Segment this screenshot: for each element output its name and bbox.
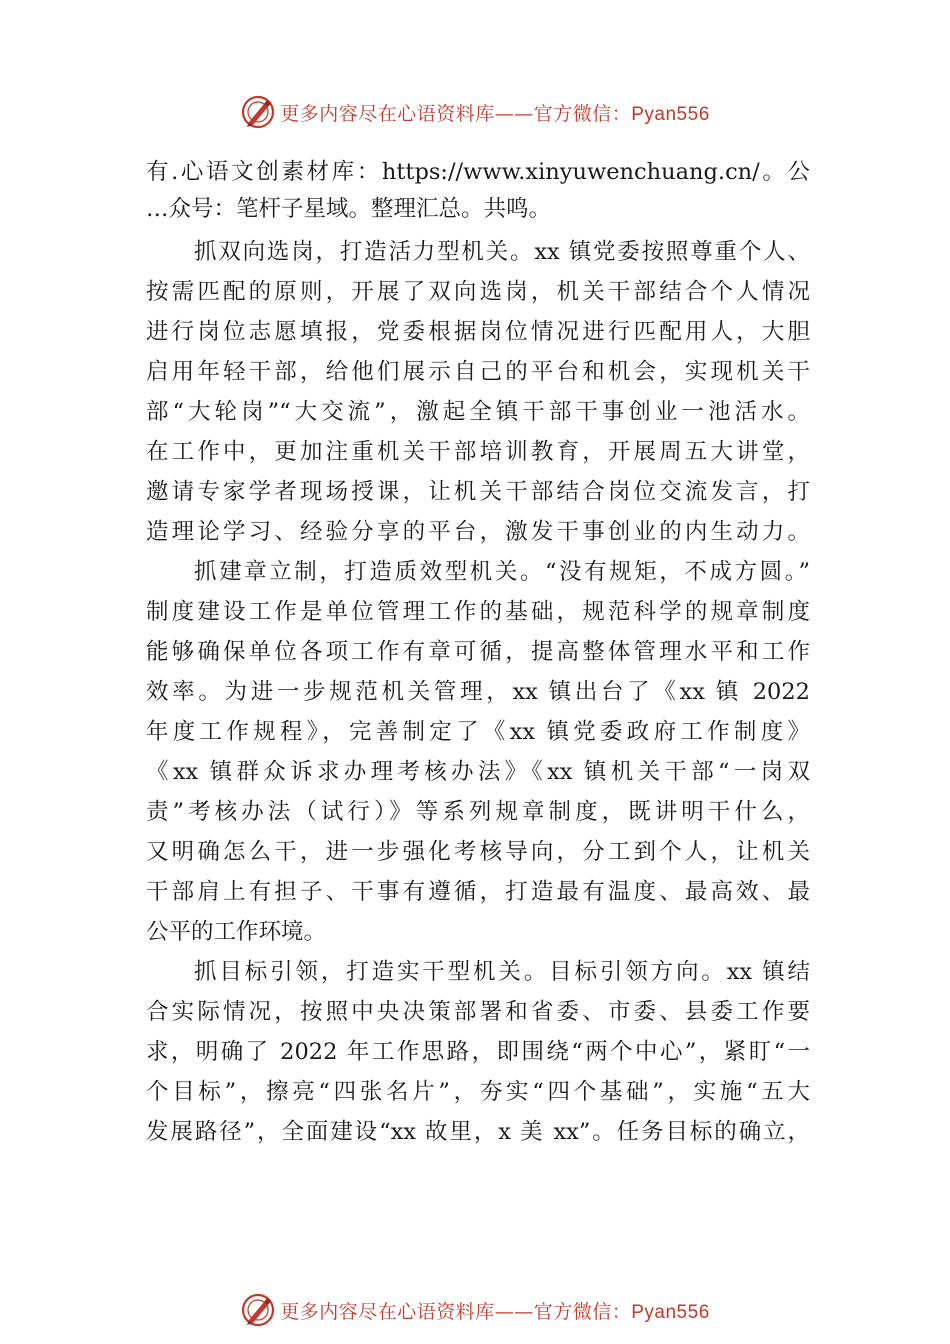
paragraph-start-line: 抓目标引领，打造实干型机关。目标引领方向。xx 镇结: [194, 959, 810, 985]
text-line: 又明确怎么干，进一步强化考核导向，分工到个人，让机关: [146, 839, 810, 865]
text-line: 公平的工作环境。: [146, 919, 327, 945]
text-line: 效率。为进一步规范机关管理，xx 镇出台了《xx 镇 2022: [146, 679, 810, 705]
pen-logo-icon: [240, 1292, 276, 1328]
text-line: 进行岗位志愿填报，党委根据岗位情况进行匹配用人，大胆: [146, 319, 810, 345]
text-line: 个目标”，擦亮“四张名片”，夯实“四个基础”，实施“五大: [146, 1079, 810, 1105]
text-line: 合实际情况，按照中央决策部署和省委、市委、县委工作要: [146, 999, 810, 1025]
text-line: 邀请专家学者现场授课，让机关干部结合岗位交流发言，打: [146, 479, 810, 505]
text-line: 启用年轻干部，给他们展示自己的平台和机会，实现机关干: [146, 359, 810, 385]
paragraph-start-line: 抓双向选岗，打造活力型机关。xx 镇党委按照尊重个人、: [194, 239, 810, 265]
footer-banner-text: 更多内容尽在心语资料库——官方微信：Pyan556: [280, 1300, 710, 1323]
document-body: [146, 152, 810, 1152]
text-line: 发展路径”，全面建设“xx 故里，x 美 xx”。任务目标的确立，: [146, 1119, 810, 1145]
text-line: …众号：笔杆子星域。整理汇总。共鸣。: [146, 196, 552, 222]
text-line: 造理论学习、经验分享的平台，激发干事创业的内生动力。: [146, 519, 810, 545]
header-banner-text: 更多内容尽在心语资料库——官方微信：Pyan556: [280, 102, 710, 125]
text-line: 求，明确了 2022 年工作思路，即围绕“两个中心”，紧盯“一: [146, 1039, 810, 1065]
pen-logo-icon: [240, 94, 276, 130]
text-line: 《xx 镇群众诉求办理考核办法》《xx 镇机关干部“一岗双: [146, 759, 810, 785]
header-banner: [0, 92, 950, 132]
text-line: 年度工作规程》，完善制定了《xx 镇党委政府工作制度》: [146, 719, 810, 745]
text-line: 有.心语文创素材库：https://www.xinyuwenchuang.cn/。公: [146, 159, 810, 185]
text-line: 责”考核办法（试行）》等系列规章制度，既讲明干什么，: [146, 799, 810, 825]
text-line: 制度建设工作是单位管理工作的基础，规范科学的规章制度: [146, 599, 810, 625]
text-line: 干部肩上有担子、干事有遵循，打造最有温度、最高效、最: [146, 879, 810, 905]
footer-banner: [0, 1290, 950, 1330]
text-line: 部“大轮岗”“大交流”，激起全镇干部干事创业一池活水。: [146, 399, 810, 425]
text-line: 按需匹配的原则，开展了双向选岗，机关干部结合个人情况: [146, 279, 810, 305]
paragraph-start-line: 抓建章立制，打造质效型机关。“没有规矩，不成方圆。”: [194, 559, 810, 585]
text-line: 能够确保单位各项工作有章可循，提高整体管理水平和工作: [146, 639, 810, 665]
text-line: 在工作中，更加注重机关干部培训教育，开展周五大讲堂，: [146, 439, 810, 465]
